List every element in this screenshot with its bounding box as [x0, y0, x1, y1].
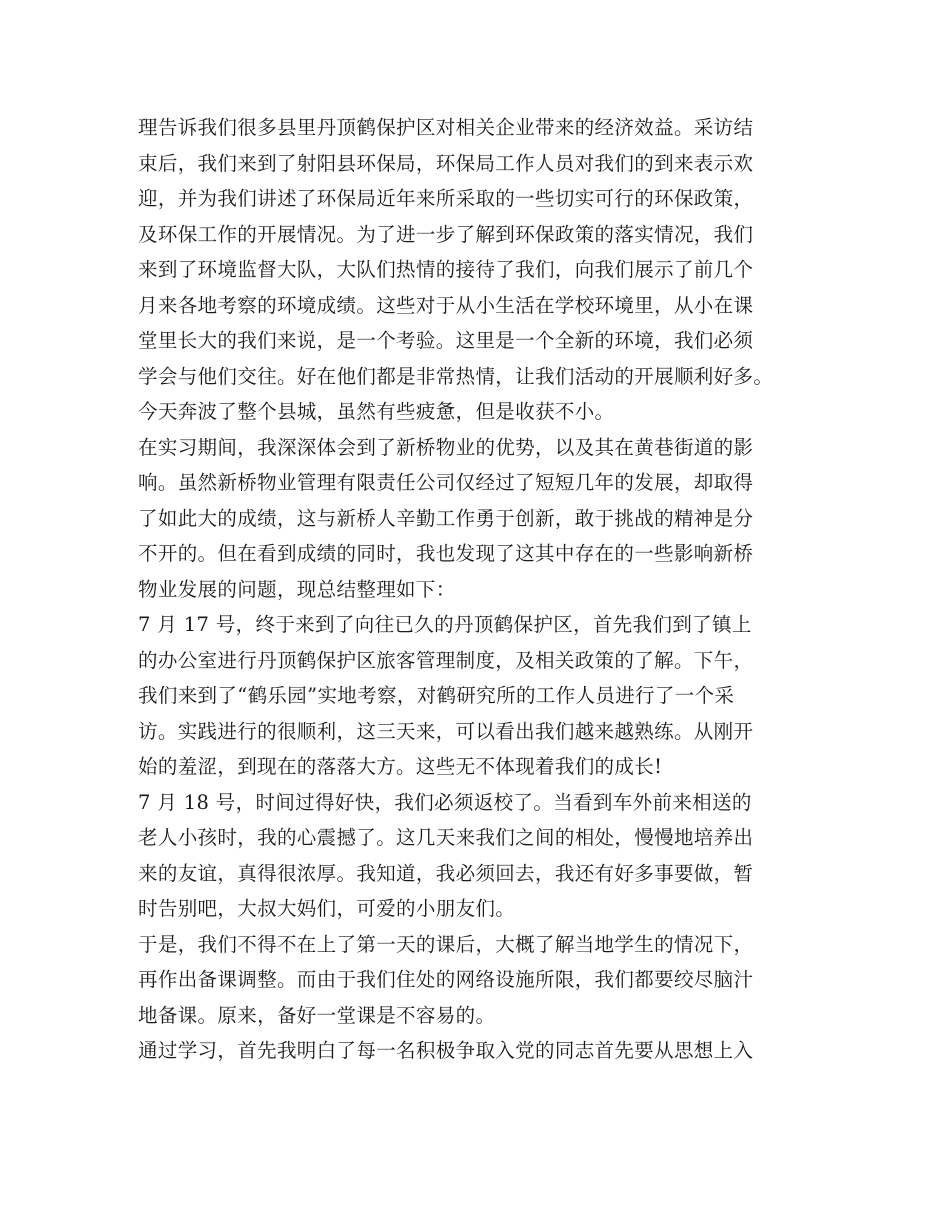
text-line: 在实习期间，我深深体会到了新桥物业的优势，以及其在黄巷街道的影 — [138, 435, 754, 459]
text-line: 时告别吧，大叔大妈们，可爱的小朋友们。 — [138, 897, 516, 920]
text-line: 月来各地考察的环境成绩。这些对于从小生活在学校环境里，从小在课 — [138, 293, 754, 317]
text-line: 学会与他们交往。好在他们都是非常热情，让我们活动的开展顺利好多。 — [138, 364, 774, 388]
text-line: 不开的。但在看到成绩的同时，我也发现了这其中存在的一些影响新桥 — [138, 542, 754, 565]
text-line: 来到了环境监督大队，大队们热情的接待了我们，向我们展示了前几个 — [138, 258, 754, 281]
text-line: 访。实践进行的很顺利，这三天来，可以看出我们越来越熟练。从刚开 — [138, 719, 754, 743]
text-line: 理告诉我们很多县里丹顶鹤保护区对相关企业带来的经济效益。采访结 — [138, 116, 754, 139]
text-line: 了如此大的成绩，这与新桥人辛勤工作勇于创新，敢于挑战的精神是分 — [138, 506, 754, 530]
text-line: 迎，并为我们讲述了环保局近年来所采取的一些切实可行的环保政策， — [138, 187, 754, 210]
text-line: 地备课。原来，备好一堂课是不容易的。 — [138, 1003, 496, 1027]
text-line: 束后，我们来到了射阳县环保局，环保局工作人员对我们的到来表示欢 — [138, 151, 754, 175]
text-line: 来的友谊，真得很浓厚。我知道，我必须回去，我还有好多事要做，暂 — [138, 861, 754, 885]
text-line: 我们来到了“鹤乐园”实地考察，对鹤研究所的工作人员进行了一个采 — [138, 684, 735, 707]
text-line: 于是，我们不得不在上了第一天的课后，大概了解当地学生的情况下， — [138, 932, 754, 956]
text-line: 再作出备课调整。而由于我们住处的网络设施所限，我们都要绞尽脑汁 — [138, 968, 754, 991]
text-line: 7 月 17 号，终于来到了向往已久的丹顶鹤保护区，首先我们到了镇上 — [138, 613, 752, 636]
body-text — [138, 110, 828, 1069]
text-line: 通过学习，首先我明白了每一名积极争取入党的同志首先要从思想上入 — [138, 1039, 754, 1062]
text-line: 始的羞涩，到现在的落落大方。这些无不体现着我们的成长! — [138, 755, 663, 778]
text-line: 今天奔波了整个县城，虽然有些疲惫，但是收获不小。 — [138, 400, 615, 423]
text-line: 及环保工作的开展情况。为了进一步了解到环保政策的落实情况，我们 — [138, 222, 754, 246]
text-line: 老人小孩时，我的心震撼了。这几天来我们之间的相处，慢慢地培养出 — [138, 826, 754, 849]
text-line: 物业发展的问题，现总结整理如下： — [138, 577, 456, 601]
text-line: 响。虽然新桥物业管理有限责任公司仅经过了短短几年的发展，却取得 — [138, 471, 754, 494]
text-line: 堂里长大的我们来说，是一个考验。这里是一个全新的环境，我们必须 — [138, 329, 754, 352]
text-line: 的办公室进行丹顶鹤保护区旅客管理制度，及相关政策的了解。下午， — [138, 648, 754, 672]
text-line: 7 月 18 号，时间过得好快，我们必须返校了。当看到车外前来相送的 — [138, 790, 752, 814]
